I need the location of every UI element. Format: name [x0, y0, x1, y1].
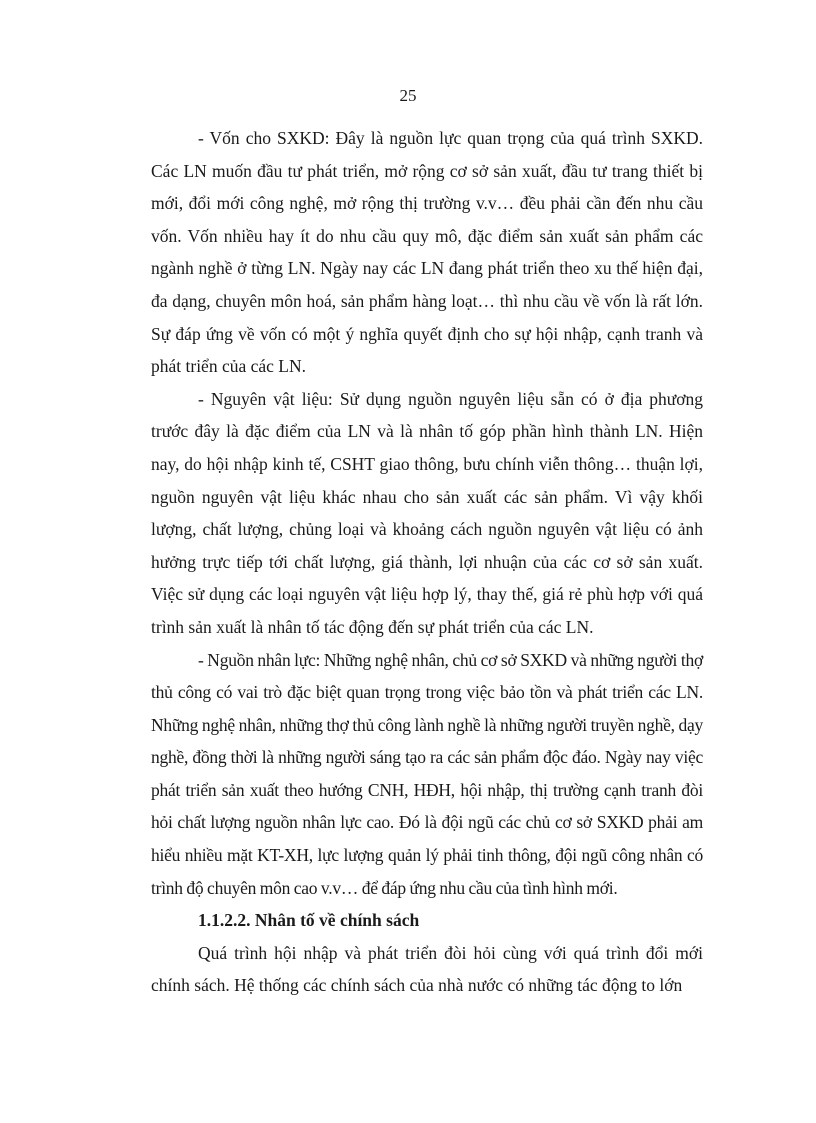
section-heading: 1.1.2.2. Nhân tố về chính sách [198, 910, 420, 931]
paragraph-policy: Quá trình hội nhập và phát triển đòi hỏi cùng với quá trình đổi mới chính sách. Hệ thống các chính sách của nhà nước có những tác động to lớn [151, 942, 703, 996]
paragraph-materials: - Nguyên vật liệu: Sử dụng nguồn nguyên liệu sẵn có ở địa phương trước đây là đặc điểm của LN và là nhân tố góp phần hình thành LN. Hiện nay, do hội nhập kinh tế, CSHT giao thông, bưu chính viễn thông… thuận lợi, nguồn nguyên vật liệu khác nhau cho sản xuất các sản phẩm. Vì vậy khối lượng, chất lượng, chủng loại và khoảng cách nguồn nguyên vật liệu có ảnh hưởng trực tiếp tới chất lượng, giá thành, lợi nhuận của các cơ sở sản xuất. Việc sử dụng các loại nguyên vật liệu hợp lý, thay thế, giá rẻ phù hợp với quá trình sản xuất là nhân tố tác động đến sự phát triển của các LN. [151, 388, 703, 637]
paragraph-human-resources: - Nguồn nhân lực: Những nghệ nhân, chủ cơ sở SXKD và những người thợ thủ công có vai trò đặc biệt quan trọng trong việc bảo tồn và phát triển các LN. Những nghệ nhân, những thợ thủ công lành nghề là những người truyền nghề, dạy nghề, đồng thời là những người sáng tạo ra các sản phẩm độc đáo. Ngày nay việc phát triển sản xuất theo hướng CNH, HĐH, hội nhập, thị trường cạnh tranh đòi hỏi chất lượng nguồn nhân lực cao. Đó là đội ngũ các chủ cơ sở SXKD phải am hiểu nhiều mặt KT-XH, lực lượng quản lý phải tinh thông, đội ngũ công nhân có trình độ chuyên môn cao v.v… để đáp ứng nhu cầu của tình hình mới. [151, 649, 703, 898]
page-number: 25 [399, 86, 417, 105]
document-body [151, 122, 703, 1002]
paragraph-capital: - Vốn cho SXKD: Đây là nguồn lực quan trọng của quá trình SXKD. Các LN muốn đầu tư phát triển, mở rộng cơ sở sản xuất, đầu tư trang thiết bị mới, đổi mới công nghệ, mở rộng thị trường v.v… đều phải cần đến nhu cầu vốn. Vốn nhiều hay ít do nhu cầu quy mô, đặc điểm sản xuất sản phẩm các ngành nghề ở từng LN. Ngày nay các LN đang phát triển theo xu thế hiện đại, đa dạng, chuyên môn hoá, sản phẩm hàng loạt… thì nhu cầu về vốn là rất lớn. Sự đáp ứng về vốn có một ý nghĩa quyết định cho sự hội nhập, cạnh tranh và phát triển của các LN. [151, 128, 703, 377]
